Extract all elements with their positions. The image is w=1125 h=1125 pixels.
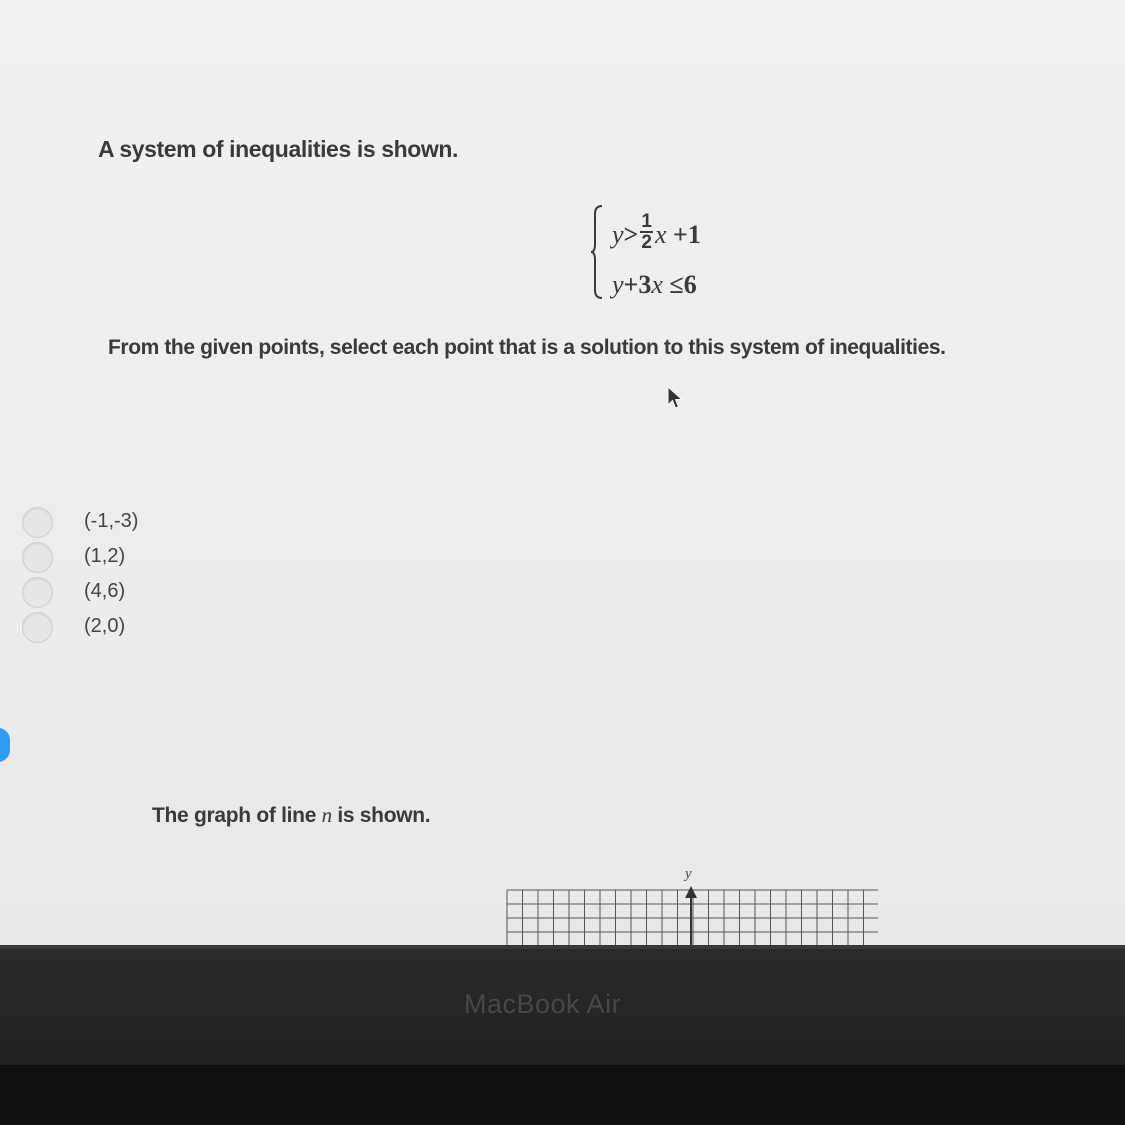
grid-lines bbox=[507, 890, 878, 945]
brace-icon bbox=[590, 204, 604, 300]
radio-icon[interactable] bbox=[22, 577, 53, 608]
ineq2-rest: ≤6 bbox=[669, 270, 697, 299]
y-axis-arrow-icon bbox=[685, 886, 697, 898]
ineq1-var: x bbox=[654, 220, 667, 249]
ineq1-operator: > bbox=[623, 220, 639, 249]
question-instruction: From the given points, select each point that is a solution to this system of inequalities. bbox=[108, 336, 946, 359]
question2-title-start: The graph of line bbox=[152, 804, 322, 827]
fraction-denominator: 2 bbox=[641, 232, 652, 254]
option-2[interactable] bbox=[22, 540, 322, 575]
radio-icon[interactable] bbox=[22, 542, 53, 573]
inequality-1 bbox=[612, 211, 701, 254]
laptop-bezel bbox=[0, 945, 1125, 1125]
answer-options bbox=[22, 505, 322, 645]
y-axis-label: y bbox=[685, 866, 692, 882]
option-1[interactable] bbox=[22, 505, 322, 540]
device-brand: MacBook Air bbox=[464, 989, 622, 1019]
ineq2-var: x bbox=[651, 270, 663, 299]
radio-icon[interactable] bbox=[22, 507, 53, 538]
question2-title-var: n bbox=[321, 803, 332, 827]
ineq1-rest: +1 bbox=[673, 220, 701, 249]
fraction bbox=[640, 212, 653, 252]
bezel-edge bbox=[0, 945, 1125, 949]
pointer-cursor-icon bbox=[666, 386, 684, 410]
option-label: (2,0) bbox=[84, 615, 126, 637]
inequality-system bbox=[590, 200, 760, 305]
option-3[interactable] bbox=[22, 575, 322, 610]
radio-icon[interactable] bbox=[22, 612, 53, 643]
bezel-base bbox=[0, 1065, 1125, 1125]
fraction-numerator: 1 bbox=[641, 211, 652, 233]
option-label: (1,2) bbox=[84, 545, 126, 567]
inequality-2 bbox=[612, 270, 697, 300]
option-label: (4,6) bbox=[84, 580, 126, 602]
ineq2-lhs: y bbox=[612, 270, 624, 299]
question2-title bbox=[152, 803, 430, 828]
side-tab[interactable] bbox=[0, 728, 10, 762]
coordinate-grid bbox=[505, 862, 885, 945]
question-title: A system of inequalities is shown. bbox=[98, 136, 459, 162]
ineq1-lhs: y bbox=[612, 220, 624, 249]
option-label: (-1,-3) bbox=[84, 510, 139, 532]
question2-title-end: is shown. bbox=[331, 804, 431, 827]
ineq2-mid: +3 bbox=[623, 270, 652, 299]
option-4[interactable] bbox=[22, 610, 322, 645]
